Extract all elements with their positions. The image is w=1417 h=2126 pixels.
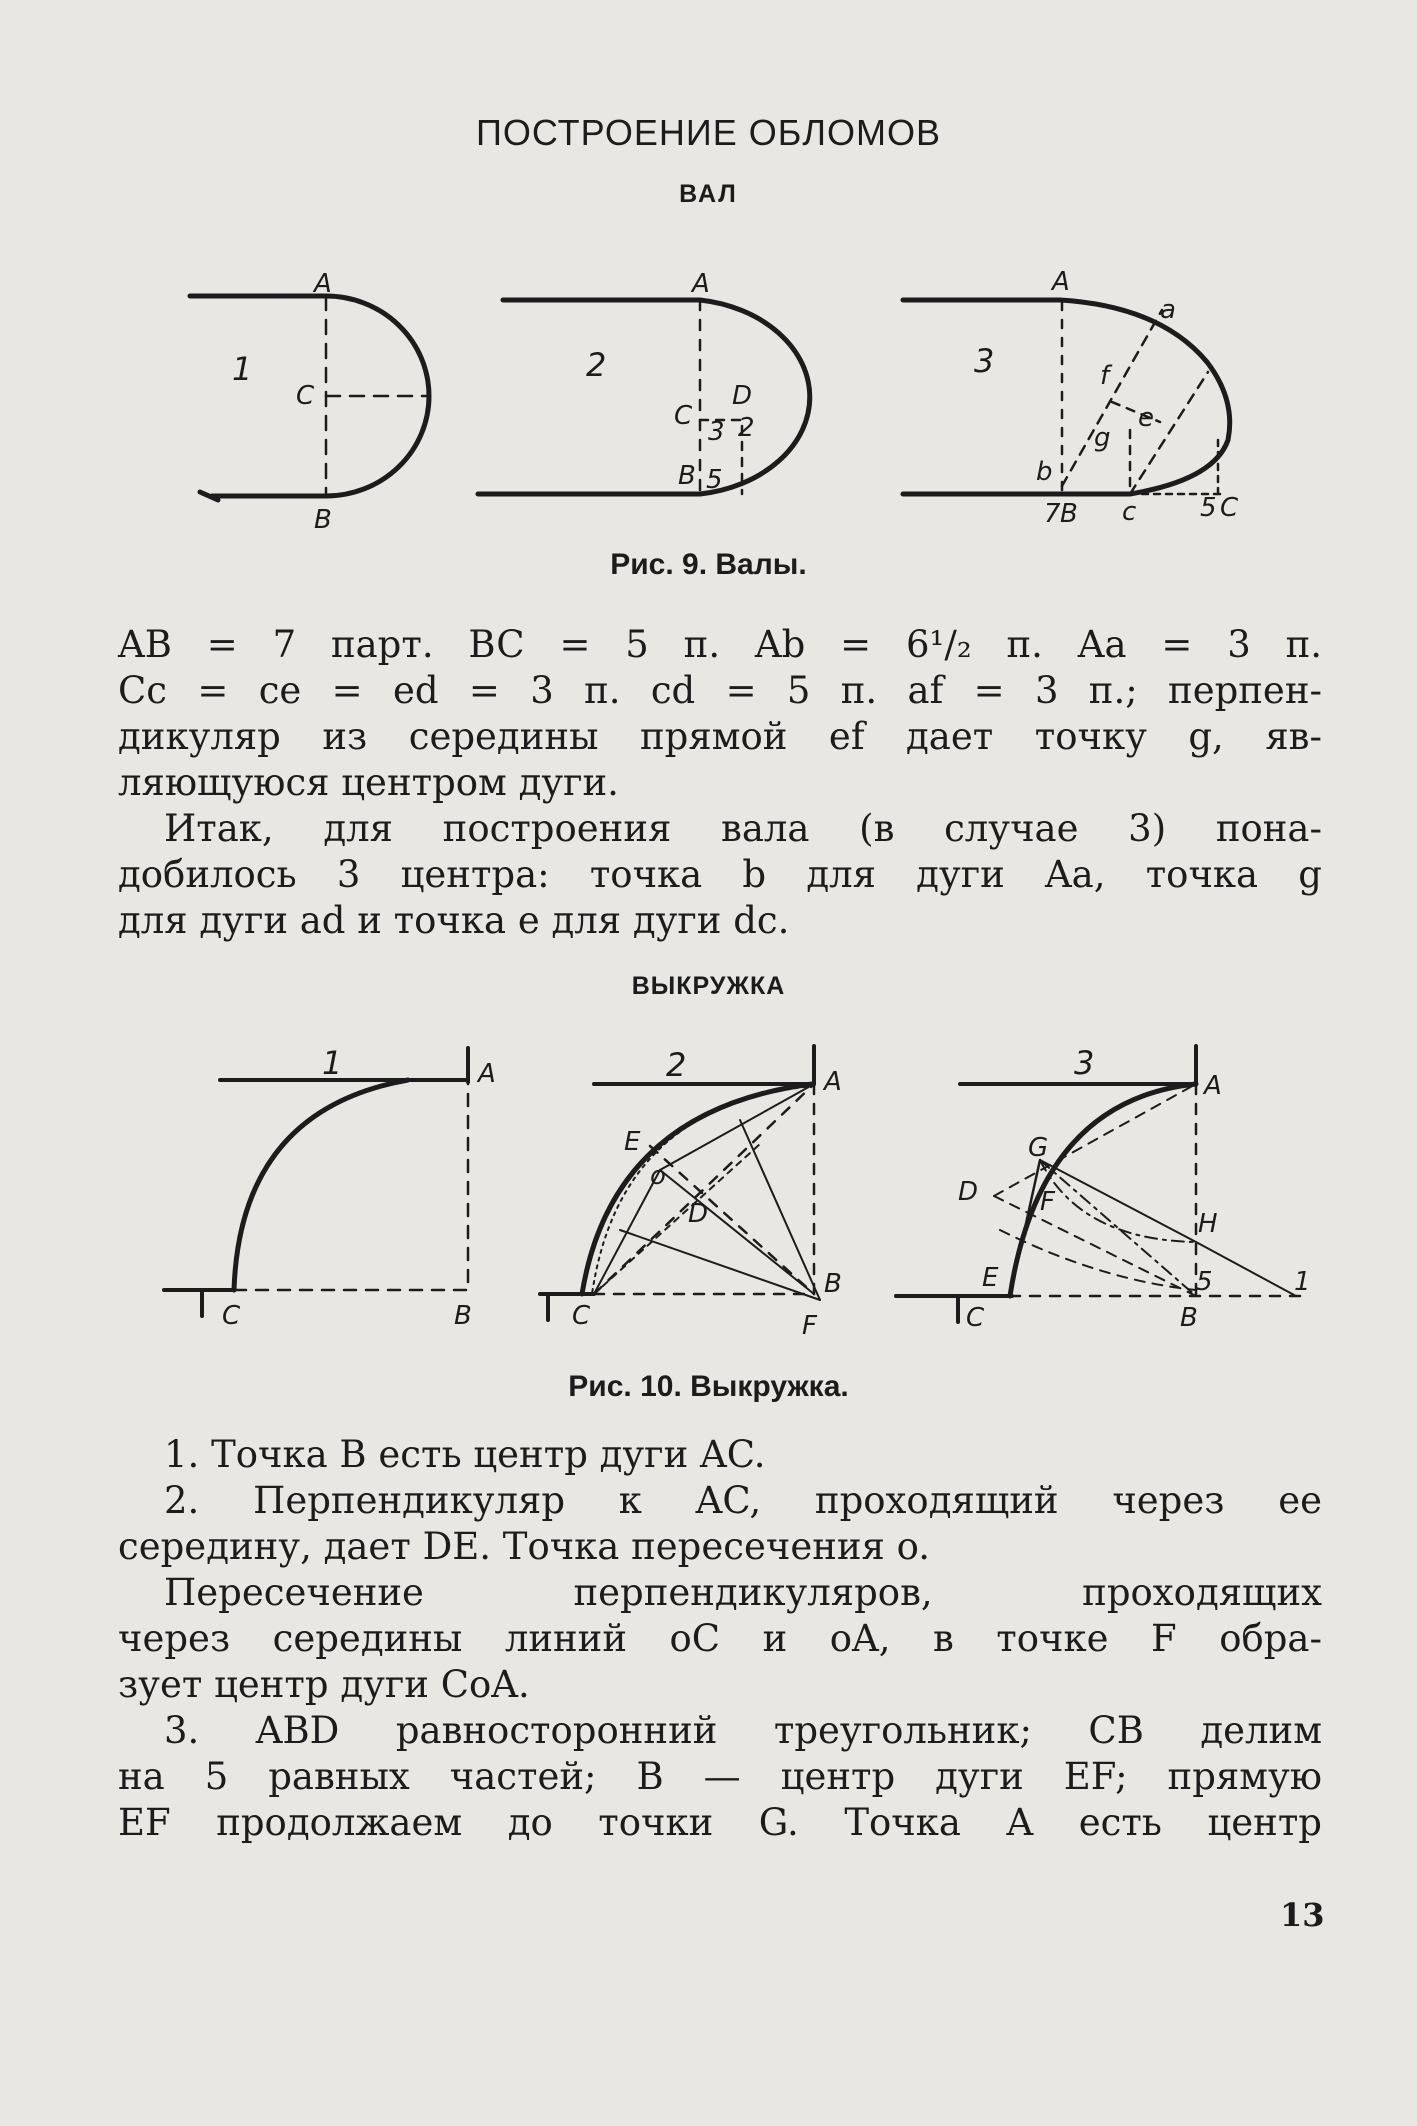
vykruzhka-diagram-3 [896, 1046, 1300, 1322]
vyk-3-label-h: H [1198, 1209, 1218, 1239]
val-3-label-e: e [1138, 403, 1154, 433]
vyk-3-label-e: E [982, 1263, 999, 1293]
vykruzhka-diagram-1 [164, 1048, 468, 1316]
vyk-2-number: 2 [666, 1046, 687, 1084]
val-3-label-5: 5 [1200, 493, 1217, 523]
vyk-3-label-a: A [1204, 1071, 1222, 1101]
text-line: 3. ABD равносторонний треугольник; CB делим [164, 1709, 1322, 1752]
vyk-3-label-b: B [1180, 1303, 1198, 1333]
text-line: на 5 равных частей; B — центр дуги EF; прямую [118, 1755, 1322, 1798]
text-line: дикуляр из середины прямой ef дает точку g, яв- [118, 715, 1322, 758]
vyk-3-label-g: G [1028, 1133, 1049, 1163]
vyk-3-label-1: 1 [1294, 1267, 1311, 1297]
text-line: Итак, для построения вала (в случае 3) пона- [164, 807, 1322, 850]
vyk-2-label-a: A [824, 1067, 842, 1097]
vykruzhka-diagram-2 [540, 1046, 820, 1320]
text-line: Пересечение перпендикуляров, проходящих [164, 1571, 1322, 1614]
vyk-2-label-b: B [824, 1269, 842, 1299]
val-3-label-b: B [1060, 499, 1078, 529]
vyk-2-label-o: o [650, 1161, 666, 1191]
text-line: Cc = ce = ed = 3 п. cd = 5 п. af = 3 п.; перпен- [118, 669, 1322, 712]
val-3-label-c: C [1220, 493, 1239, 523]
vyk-3-number: 3 [1074, 1044, 1095, 1082]
val-2-label-d: D [732, 381, 753, 411]
vyk-2-label-f: F [802, 1311, 817, 1341]
vyk-3-label-c: C [966, 1303, 985, 1333]
val-1-label-b: B [314, 505, 332, 535]
val-1-label-a: A [314, 269, 332, 299]
text-line: 1. Точка B есть центр дуги AC. [164, 1433, 766, 1476]
val-2-label-a: A [692, 269, 710, 299]
vyk-1-label-a: A [478, 1059, 496, 1089]
text-line: AB = 7 парт. BC = 5 п. Ab = 6¹/₂ п. Aa = 3 п. [118, 623, 1322, 666]
val-2-label-2: 2 [738, 413, 755, 443]
val-2-label-c: C [674, 401, 693, 431]
vyk-3-label-5: 5 [1196, 1267, 1213, 1297]
section-heading-val: ВАЛ [679, 180, 738, 208]
val-3-label-a: A [1052, 267, 1070, 297]
text-line: середину, дает DE. Точка пересечения o. [118, 1525, 931, 1568]
vyk-2-label-e: E [624, 1127, 641, 1157]
val-3-label-f: f [1100, 361, 1110, 391]
val-2-label-b: B [678, 461, 696, 491]
val-2-label-5: 5 [706, 465, 723, 495]
val-3-label-c-small: c [1122, 497, 1137, 527]
val-3-label-7: 7 [1044, 499, 1061, 529]
vyk-1-label-c: C [222, 1301, 241, 1331]
val-3-number: 3 [974, 342, 995, 380]
text-line: через середины линий oC и oA, в точке F обра- [118, 1617, 1322, 1660]
val-1-label-c: C [296, 381, 315, 411]
vyk-1-number: 1 [322, 1044, 343, 1082]
page-title: ПОСТРОЕНИЕ ОБЛОМОВ [475, 112, 942, 153]
page-number: 13 [1280, 1896, 1325, 1934]
text-line: ляющуюся центром дуги. [118, 761, 619, 804]
vyk-1-label-b: B [454, 1301, 472, 1331]
text-line: для дуги ad и точка e для дуги dc. [118, 899, 790, 942]
figure-9-caption: Рис. 9. Валы. [610, 548, 807, 581]
val-3-label-a-small: a [1160, 295, 1176, 325]
figure-10-caption: Рис. 10. Выкружка. [568, 1370, 849, 1403]
vyk-2-label-c: C [572, 1301, 591, 1331]
val-2-label-3: 3 [708, 417, 725, 447]
vyk-3-label-f: F [1040, 1187, 1055, 1217]
val-3-label-g: g [1094, 423, 1111, 453]
val-1-number: 1 [232, 350, 253, 388]
text-line: зует центр дуги CoA. [118, 1663, 530, 1706]
text-line: 2. Перпендикуляр к AC, проходящий через ее [164, 1479, 1322, 1522]
val-3-label-b-small: b [1036, 457, 1053, 487]
text-line: добилось 3 центра: точка b для дуги Aa, точка g [118, 853, 1322, 896]
section-heading-vykruzhka: ВЫКРУЖКА [631, 972, 786, 1000]
val-2-number: 2 [586, 346, 607, 384]
vyk-3-label-d: D [958, 1177, 979, 1207]
text-line: EF продолжаем до точки G. Точка A есть центр [118, 1801, 1322, 1844]
vyk-2-label-d: D [688, 1199, 709, 1229]
